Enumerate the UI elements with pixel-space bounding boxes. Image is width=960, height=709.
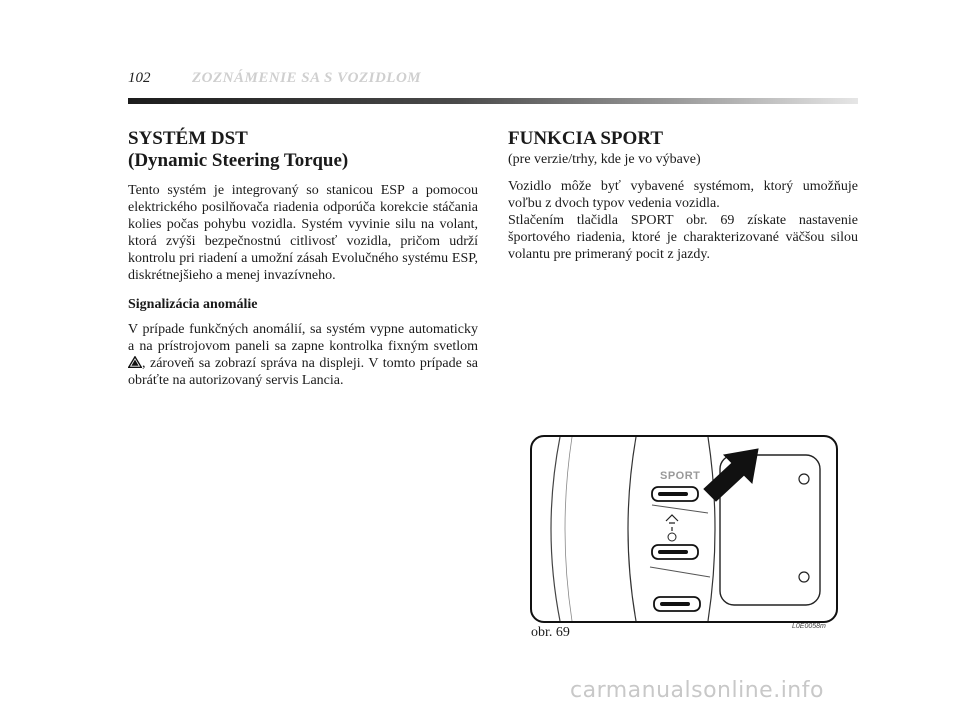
sport-button-illustration — [532, 437, 836, 621]
anomaly-text-b: , zároveň sa zobrazí správa na displeji. V tomto prípade sa obráťte na autorizovaný servis Lancia. — [128, 356, 478, 388]
anomaly-text-a: V prípade funkčných anomálií, sa systém vypne automaticky a na prístrojovom paneli sa zapne kontrolka fixným svetlom — [128, 322, 478, 354]
dst-paragraph: Tento systém je integrovaný so stanicou ESP a pomocou elektrického posilňovača riadenia odporúča korekcie stáčania kolies počas pohybu vozidla. Systém vyvinie silu na volant, ktorá zvýši bezpečnostnú citlivosť vozidla, pričom udrží kontrolu pri riadení a umožní zásah Evolučného systému ESP, diskrétnejšieho a menej invazívneho. — [128, 183, 478, 283]
anomaly-subheading: Signalizácia anomálie — [128, 297, 258, 312]
dst-title — [128, 128, 478, 172]
sport-button-figure — [530, 435, 838, 623]
watermark: carmanualsonline.info — [570, 678, 824, 703]
right-column — [508, 128, 858, 263]
page-header — [128, 70, 858, 110]
sport-paragraph-2: Stlačením tlačidla SPORT obr. 69 získate nastavenie športového riadenia, ktoré je charakterizované väčšou silou volantu pre primeraný pocit z jazdy. — [508, 213, 858, 262]
warning-triangle-icon — [128, 356, 142, 368]
figure-code: L0E0058m — [792, 623, 826, 630]
figure-caption: obr. 69 — [531, 625, 570, 640]
sport-button-label: SPORT — [660, 470, 701, 482]
header-rule — [128, 98, 858, 104]
sport-subtitle: (pre verzie/trhy, kde je vo výbave) — [508, 152, 701, 167]
dst-title-line2: (Dynamic Steering Torque) — [128, 150, 349, 171]
anomaly-paragraph — [128, 321, 478, 389]
sport-paragraph-1: Vozidlo môže byť vybavené systémom, ktorý umožňuje voľbu z dvoch typov vedenia vozidla. — [508, 179, 858, 211]
dst-title-line1: SYSTÉM DST — [128, 128, 248, 149]
page-number: 102 — [128, 70, 151, 86]
sport-title: FUNKCIA SPORT — [508, 128, 664, 149]
section-title: ZOZNÁMENIE SA S VOZIDLOM — [192, 70, 422, 86]
left-column — [128, 128, 478, 389]
